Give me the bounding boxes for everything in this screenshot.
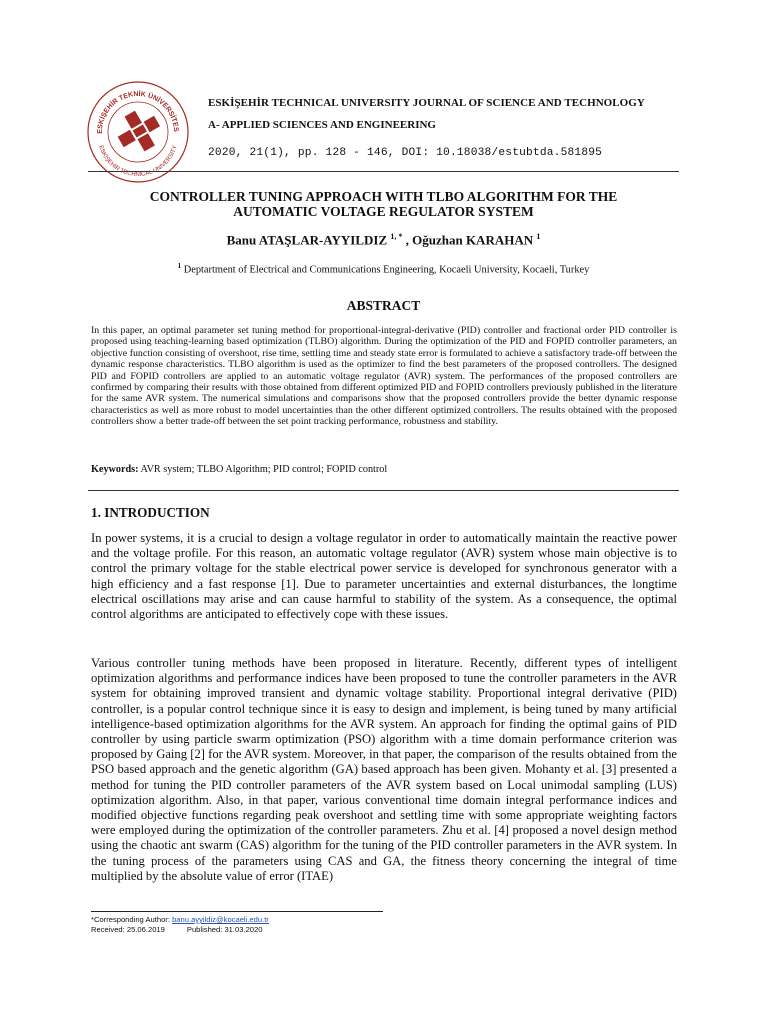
affiliation-text: Deptartment of Electrical and Communications Engineering, Kocaeli University, Kocaeli, Turkey [181,264,590,276]
corresponding-email-link[interactable]: banu.ayyildiz@kocaeli.edu.tr [172,915,269,924]
seal-text-bottom: ESKİŞEHİR TECHNICAL UNIVERSITY [97,144,179,179]
citation-doi: 2020, 21(1), pp. 128 - 146, DOI: 10.18038/estubtda.581895 [208,147,603,159]
author-1: Banu ATAŞLAR-AYYILDIZ [226,232,388,248]
footnote-rule [91,911,383,912]
seal-text-top: ESKİŞEHİR TEKNİK ÜNİVERSİTES [96,90,180,134]
published-date: Published: 31.03.2020 [186,925,263,934]
affiliation-number: 1 [177,262,182,270]
section-heading-introduction: 1. INTRODUCTION [91,505,210,520]
author-list [88,232,679,248]
affiliation [88,262,679,275]
intro-paragraph-1: In power systems, it is a crucial to design a voltage regulator in order to automatically maintain the reactive power and the voltage profile. For this reason, an automatic voltage regulator (AVR) system whose main objective is to control the primary voltage for the stable electrical power service is developed for synchronous generator with a high efficiency and a fast response [1]. Due to parameter uncertainties and external disturbances, the longtime electrical oscillations may arise and can cause harmful to stability of the system. As a consequence, the optimal control algorithms are anticipated to effectively cope with these issues. [91,531,677,622]
keywords [91,464,677,475]
author-separator: , [402,232,413,248]
title-line-2: AUTOMATIC VOLTAGE REGULATOR SYSTEM [233,204,534,219]
university-seal-logo [86,80,190,184]
keywords-label: Keywords: [91,464,139,475]
author-2: Oğuzhan KARAHAN [412,232,534,248]
author-1-affil: 1, * [390,232,403,241]
journal-section: A- APPLIED SCIENCES AND ENGINEERING [208,119,436,131]
journal-name: ESKİŞEHİR TECHNICAL UNIVERSITY JOURNAL OF SCIENCE AND TECHNOLOGY [208,97,645,109]
corresponding-author-label: *Corresponding Author: [91,915,173,924]
header-rule [88,171,679,172]
keywords-list: AVR system; TLBO Algorithm; PID control; FOPID control [138,464,388,475]
author-2-affil: 1 [536,232,541,241]
abstract-text: In this paper, an optimal parameter set tuning method for proportional-integral-derivative (PID) controller and fractional order PID controller is proposed using teaching-learning based optimization (TLBO) algorithm. During the optimization of the PID and FOPID controller parameters, an objective function consisting of overshoot, rise time, settling time and steady state error is formulated to achieve a satisfactory trade-off between the dynamic response characteristics. TLBO algorithm is used as the optimizer to find the best parameters of the proposed controllers. The designed PID and FOPID controllers are applied to an automatic voltage regulator (AVR) system. The performances of the proposed controllers are confirmed by comparing their results with those obtained from different optimized PID and FOPID controllers previously published in the literature for the same AVR system. The numerical simulations and comparisons show that the proposed controllers provide the better dynamic response characteristics as well as more robust to model uncertainties than the other different optimized controllers. The results obtained with the proposed controllers show a better trade-off between the set point tracking performance, robustness and stability. [91,325,677,428]
received-date: Received: 25.06.2019 [91,925,165,934]
paper-title [88,189,679,219]
abstract-rule [88,490,679,491]
title-line-1: CONTROLLER TUNING APPROACH WITH TLBO ALGORITHM FOR THE [149,189,618,204]
journal-header [208,97,688,159]
abstract-heading: ABSTRACT [346,298,421,313]
footnote [91,915,269,935]
intro-paragraph-2: Various controller tuning methods have been proposed in literature. Recently, different types of intelligent optimization algorithms and performance indices have been proposed to tune the controller parameters in the AVR system for obtaining improved transient and dynamic voltage stability. Proportional integral derivative (PID) controller, is a popular control technique since it is easy to design and implement, is being tuned by many artificial intelligence-based optimization algorithms for the AVR system. An approach for finding the optimal gains of PID controller by using particle swarm optimization (PSO) algorithm with a time domain performance criterion was proposed by Gaing [2] for the AVR system. Moreover, in that paper, the comparison of the results obtained from the PSO based approach and the genetic algorithm (GA) based approach has been given. Mohanty et al. [3] presented a method for tuning the PID controller parameters of the AVR system based on Local unimodal sampling (LUS) optimization algorithm. Also, in that paper, various conventional time domain integral performance indices and modified objective functions regarding peak overshoot and settling time with some appropriate weighting factors were employed during the optimization of the controller parameters. Zhu et al. [4] proposed a novel design method using the chaotic ant swarm (CAS) algorithm for the tuning of the PID controller parameters in the AVR system. In the tuning process of the parameters using CAS and GA, the fitness theory concerning the integral of time multiplied by the absolute value of error (ITAE) [91,656,677,883]
